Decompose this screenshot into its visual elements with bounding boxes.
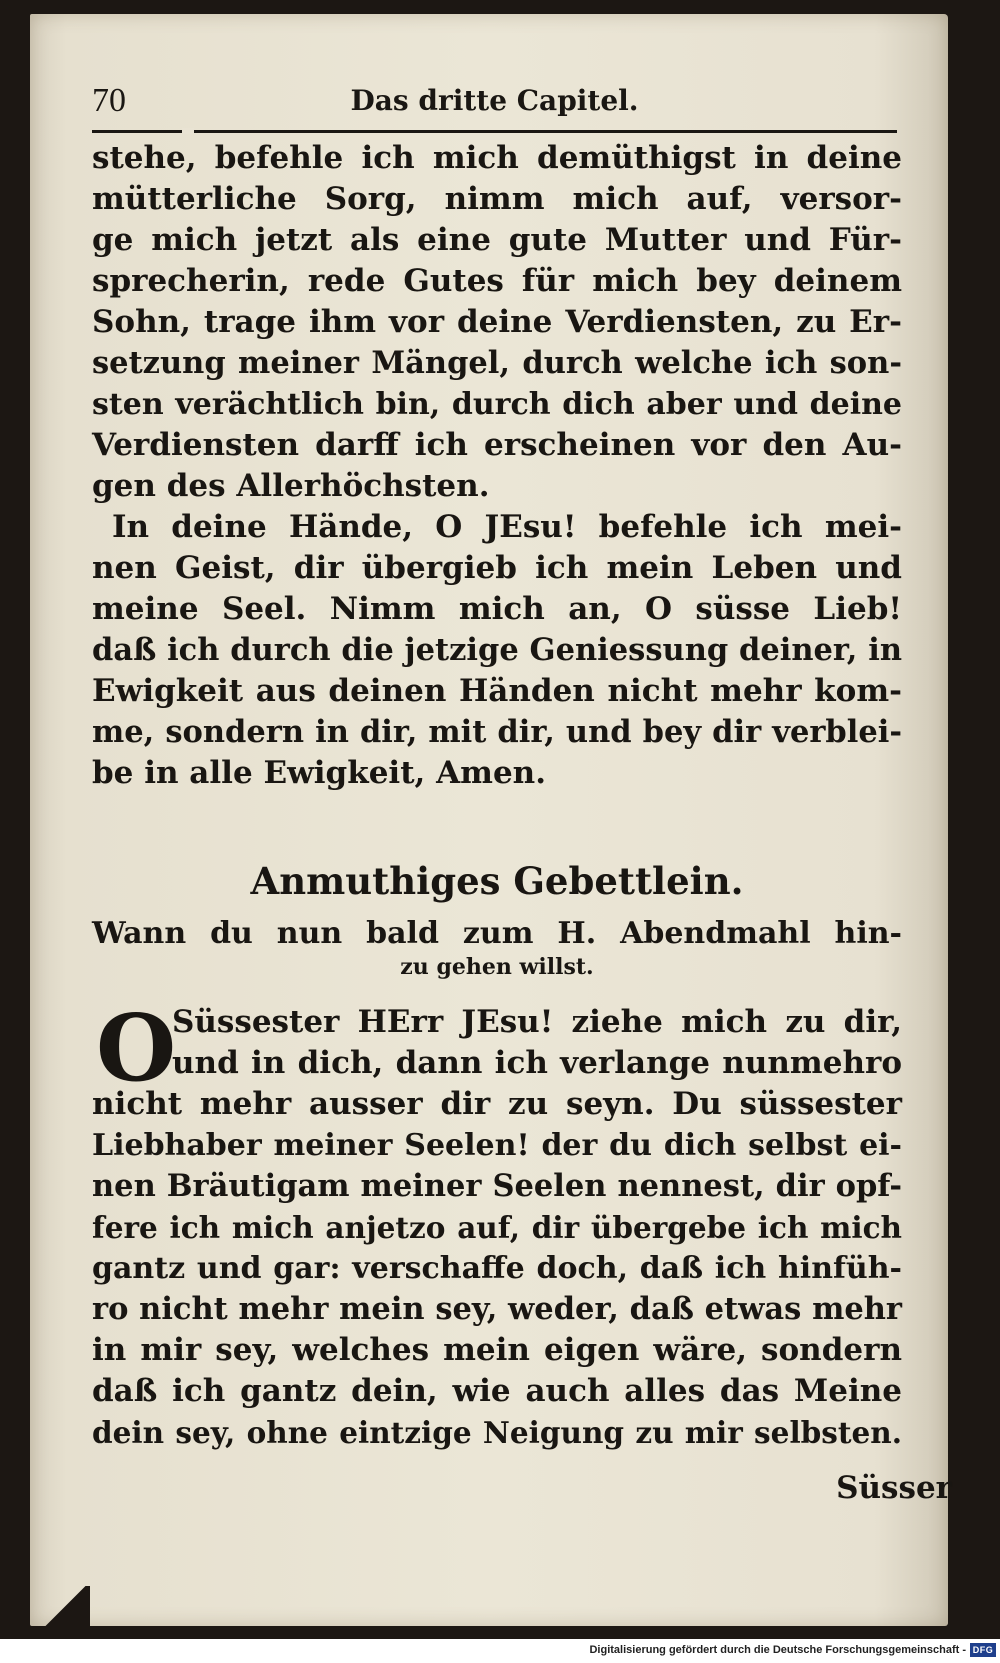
drop-cap-initial: O <box>96 994 177 1102</box>
text-line: und in dich, dann ich verlange nunmehro <box>172 1045 902 1081</box>
text-line: nen Bräutigam meiner Seelen nennest, dir opf- <box>92 1168 902 1204</box>
subheading-line: Wann du nun bald zum H. Abendmahl hin- <box>92 916 902 951</box>
text-line: In deine Hände, O JEsu! befehle ich mei- <box>112 509 902 545</box>
text-line: gantz und gar: verschaffe doch, daß ich hinfüh- <box>92 1251 902 1286</box>
text-line: mütterliche Sorg, nimm mich auf, versor- <box>92 181 902 217</box>
text-line: Sohn, trage ihm vor deine Verdiensten, zu Er- <box>92 304 902 340</box>
text-line: setzung meiner Mängel, durch welche ich son- <box>92 345 902 381</box>
funding-notice: Digitalisierung gefördert durch die Deutsche Forschungsgemeinschaft - <box>589 1644 966 1656</box>
paragraph-3 <box>92 994 902 1453</box>
text-line: Ewigkeit aus deinen Händen nicht mehr kom- <box>92 673 902 709</box>
text-line: sten verächtlich bin, durch dich aber und deine <box>92 387 902 422</box>
text-line: in mir sey, welches mein eigen wäre, sondern <box>92 1332 902 1368</box>
section-heading: Anmuthiges Gebettlein. <box>250 859 744 903</box>
text-line: meine Seel. Nimm mich an, O süsse Lieb! <box>92 591 902 627</box>
header-rule-gap <box>182 128 194 134</box>
text-line: sprecherin, rede Gutes für mich bey deinem <box>92 263 902 299</box>
text-line: Süssester HErr JEsu! ziehe mich zu dir, <box>172 1004 902 1040</box>
digitization-footer <box>0 1639 1000 1663</box>
text-line: fere ich mich anjetzo auf, dir übergebe ich mich <box>92 1210 902 1245</box>
running-title: Das dritte Capitel. <box>350 84 639 117</box>
text-line: dein sey, ohne eintzige Neigung zu mir selbsten. <box>92 1415 902 1450</box>
running-head <box>92 80 897 133</box>
text-line: be in alle Ewigkeit, Amen. <box>92 755 547 791</box>
page-number: 70 <box>92 82 126 119</box>
text-line: daß ich gantz dein, wie auch alles das Meine <box>92 1373 902 1409</box>
catchword: Süsser <box>836 1470 952 1506</box>
text-line: nen Geist, dir übergieb ich mein Leben und <box>92 550 902 586</box>
text-line: Liebhaber meiner Seelen! der du dich selbst ei- <box>92 1128 902 1163</box>
paragraph-2 <box>92 507 902 794</box>
section-subheading <box>92 915 902 981</box>
text-line: Verdiensten darff ich erscheinen vor den Au- <box>92 427 902 463</box>
dfg-logo: DFG <box>970 1643 996 1657</box>
text-line: ge mich jetzt als eine gute Mutter und Für- <box>92 222 902 258</box>
text-line: stehe, befehle ich mich demüthigst in deine <box>92 140 902 176</box>
text-line: me, sondern in dir, mit dir, und bey dir verblei- <box>92 714 902 750</box>
text-line: ro nicht mehr mein sey, weder, daß etwas mehr <box>92 1291 902 1327</box>
subheading-line: zu gehen willst. <box>400 954 594 980</box>
text-line: gen des Allerhöchsten. <box>92 468 490 504</box>
text-line: nicht mehr ausser dir zu seyn. Du süssester <box>92 1086 902 1122</box>
paragraph-1 <box>92 138 902 507</box>
text-line: daß ich durch die jetzige Geniessung deiner, in <box>92 632 902 668</box>
